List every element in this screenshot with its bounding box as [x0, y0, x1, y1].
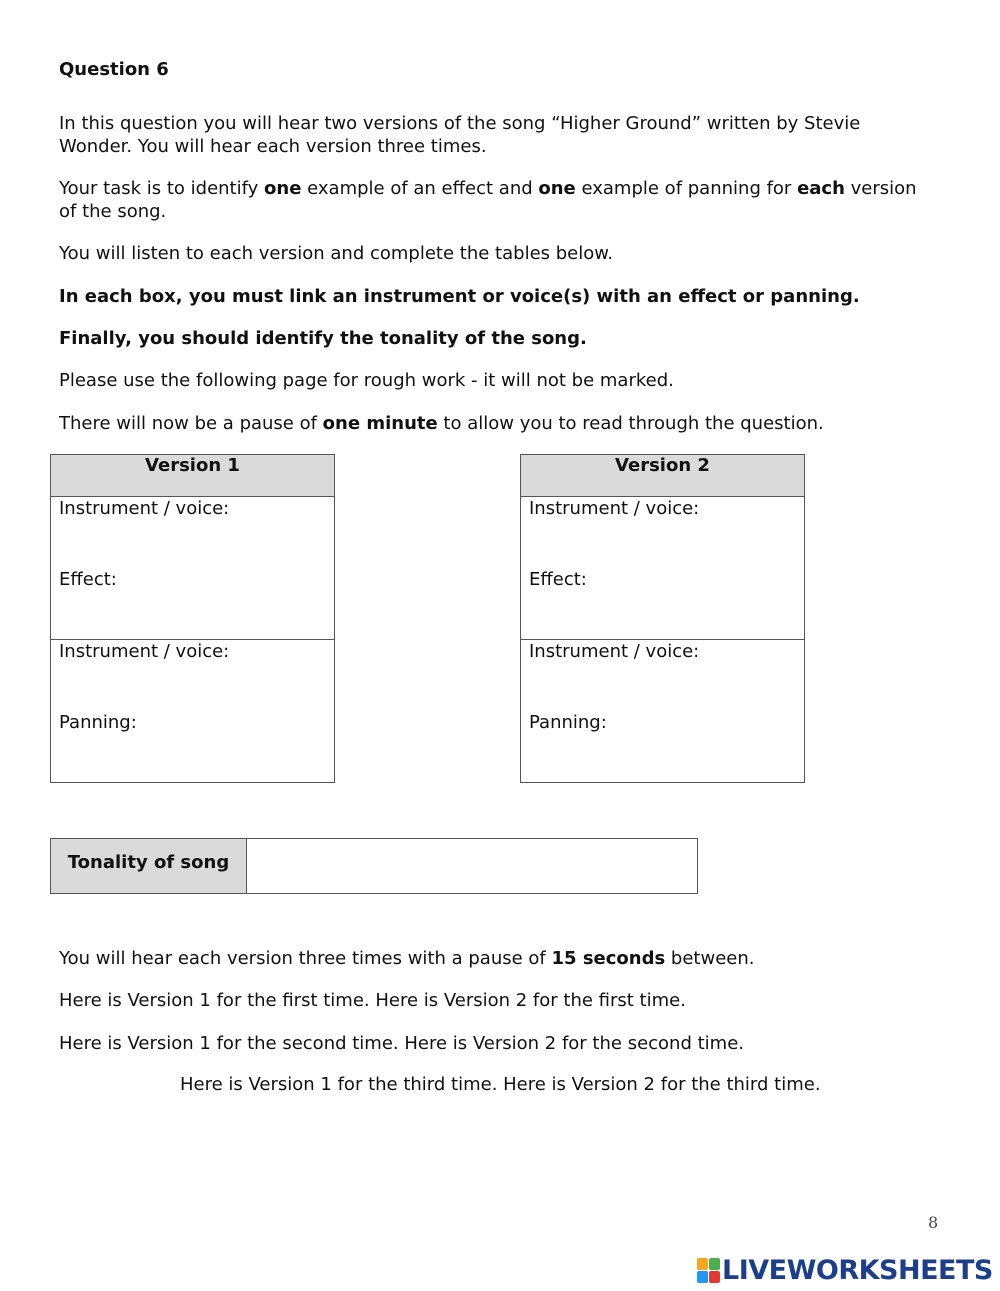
intro-paragraph: In this question you will hear two versions of the song “Higher Ground” written by Stevie Wonder. You will hear each version three times. [59, 113, 861, 157]
version-1-table [50, 454, 335, 783]
version-2-effect-cell[interactable] [521, 497, 804, 640]
version-1-panning-cell[interactable] [51, 640, 334, 783]
tonality-answer-field[interactable] [247, 839, 697, 893]
panning-label: Panning: [529, 712, 607, 733]
second-time-note: Here is Version 1 for the second time. Here is Version 2 for the second time. [59, 1033, 744, 1054]
liveworksheets-logo-text: LIVEWORKSHEETS [722, 1254, 993, 1286]
third-time-note: Here is Version 1 for the third time. Here is Version 2 for the third time. [180, 1074, 821, 1095]
version-2-heading: Version 2 [521, 455, 804, 497]
liveworksheets-logo-icon [697, 1258, 719, 1282]
version-2-table [520, 454, 805, 783]
tonality-instruction: Finally, you should identify the tonality of the song. [59, 328, 587, 349]
effect-label: Effect: [529, 569, 587, 590]
instrument-voice-label: Instrument / voice: [529, 498, 700, 519]
rough-work-note: Please use the following page for rough work - it will not be marked. [59, 370, 674, 391]
pause-note: There will now be a pause of one minute to allow you to read through the question. [59, 413, 824, 434]
tonality-table [50, 838, 698, 894]
question-title: Question 6 [59, 59, 169, 80]
tonality-label: Tonality of song [51, 839, 247, 893]
version-1-heading: Version 1 [51, 455, 334, 497]
link-instruction: In each box, you must link an instrument or voice(s) with an effect or panning. [59, 286, 860, 307]
liveworksheets-logo[interactable] [697, 1255, 993, 1285]
version-2-panning-cell[interactable] [521, 640, 804, 783]
instrument-voice-label: Instrument / voice: [59, 641, 230, 662]
task-paragraph: Your task is to identify one example of an effect and one example of panning for each version of the song. [59, 178, 917, 222]
effect-label: Effect: [59, 569, 117, 590]
first-time-note: Here is Version 1 for the first time. Here is Version 2 for the first time. [59, 990, 686, 1011]
instrument-voice-label: Instrument / voice: [529, 641, 700, 662]
instrument-voice-label: Instrument / voice: [59, 498, 230, 519]
page-number: 8 [928, 1213, 939, 1232]
version-1-effect-cell[interactable] [51, 497, 334, 640]
listen-paragraph: You will listen to each version and complete the tables below. [59, 243, 614, 264]
hear-note: You will hear each version three times with a pause of 15 seconds between. [59, 948, 755, 969]
panning-label: Panning: [59, 712, 137, 733]
